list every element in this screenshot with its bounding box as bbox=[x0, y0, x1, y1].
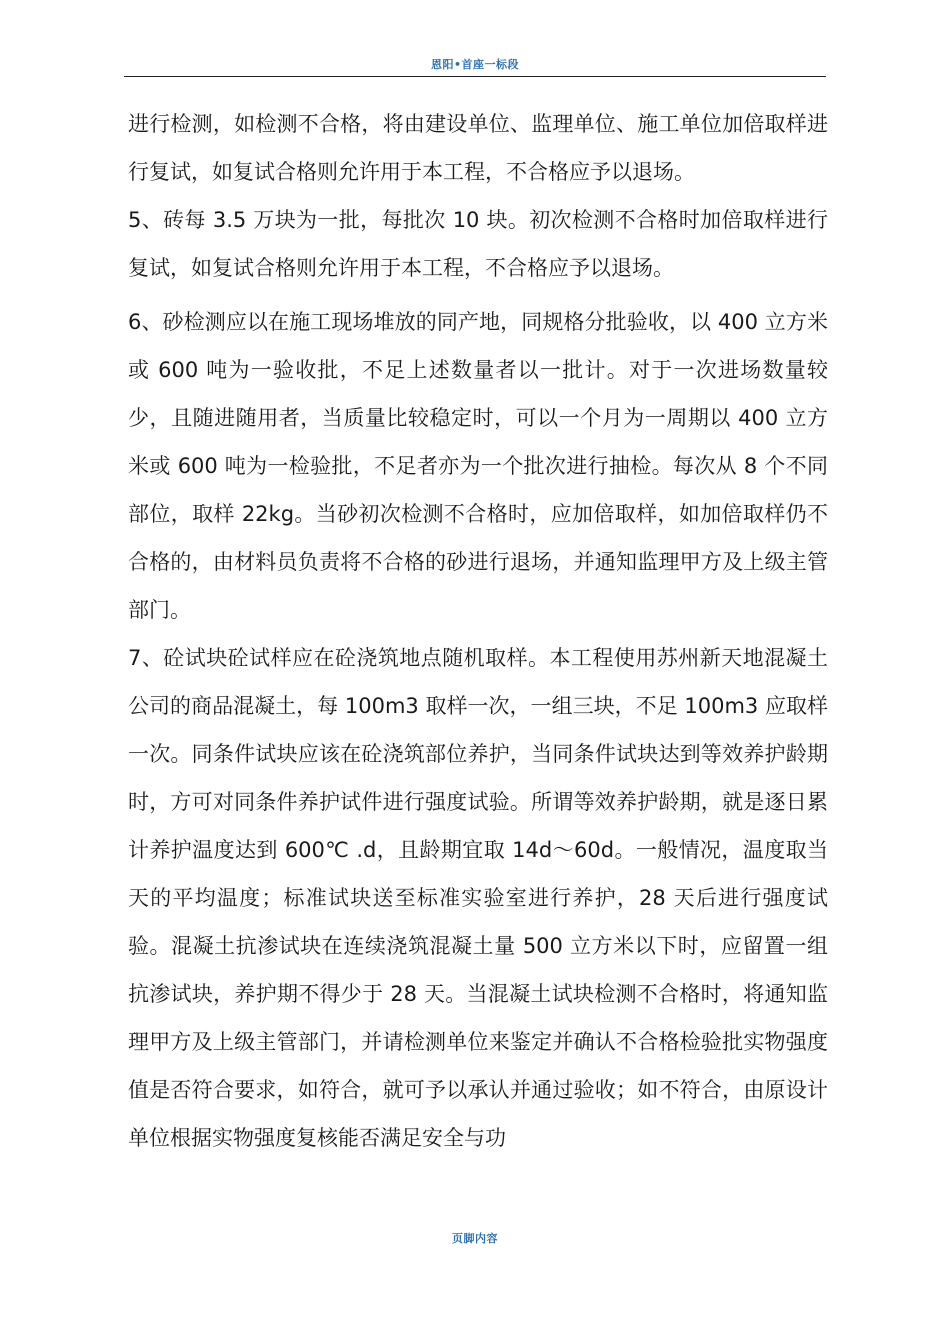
page-footer: 页脚内容 bbox=[452, 1232, 498, 1245]
document-body bbox=[128, 100, 828, 1162]
paragraph-item-7: 7、砼试块砼试样应在砼浇筑地点随机取样。本工程使用苏州新天地混凝土公司的商品混凝土，每 100m3 取样一次，一组三块，不足 100m3 应取样一次。同条件试块应该在砼浇筑部位养护，当同条件试块达到等效养护龄期时，方可对同条件养护试件进行强度试验。所谓等效养护龄期，就是逐日累计养护温度达到 600℃ .d，且龄期宜取 14d～60d。一般情况，温度取当天的平均温度；标准试块送至标准实验室进行养护，28 天后进行强度试验。混凝土抗渗试块在连续浇筑混凝土量 500 立方米以下时，应留置一组抗渗试块，养护期不得少于 28 天。当混凝土试块检测不合格时，将通知监理甲方及上级主管部门，并请检测单位来鉴定并确认不合格检验批实物强度值是否符合要求，如符合，就可予以承认并通过验收；如不符合，由原设计单位根据实物强度复核能否满足安全与功 bbox=[128, 646, 828, 1150]
header-divider bbox=[124, 76, 826, 77]
paragraph-item-5: 5、砖每 3.5 万块为一批，每批次 10 块。初次检测不合格时加倍取样进行复试，如复试合格则允许用于本工程，不合格应予以退场。 bbox=[128, 208, 828, 280]
page-header: 恩阳•首座一标段 bbox=[430, 58, 520, 71]
paragraph-continuation: 进行检测，如检测不合格，将由建设单位、监理单位、施工单位加倍取样进行复试，如复试合格则允许用于本工程，不合格应予以退场。 bbox=[128, 112, 828, 184]
paragraph-item-6: 6、砂检测应以在施工现场堆放的同产地，同规格分批验收，以 400 立方米或 600 吨为一验收批，不足上述数量者以一批计。对于一次进场数量较少，且随进随用者，当质量比较稳定时，可以一个月为一周期以 400 立方米或 600 吨为一检验批，不足者亦为一个批次进行抽检。每次从 8 个不同部位，取样 22kg。当砂初次检测不合格时，应加倍取样，如加倍取样仍不合格的，由材料员负责将不合格的砂进行退场，并通知监理甲方及上级主管部门。 bbox=[128, 310, 828, 622]
